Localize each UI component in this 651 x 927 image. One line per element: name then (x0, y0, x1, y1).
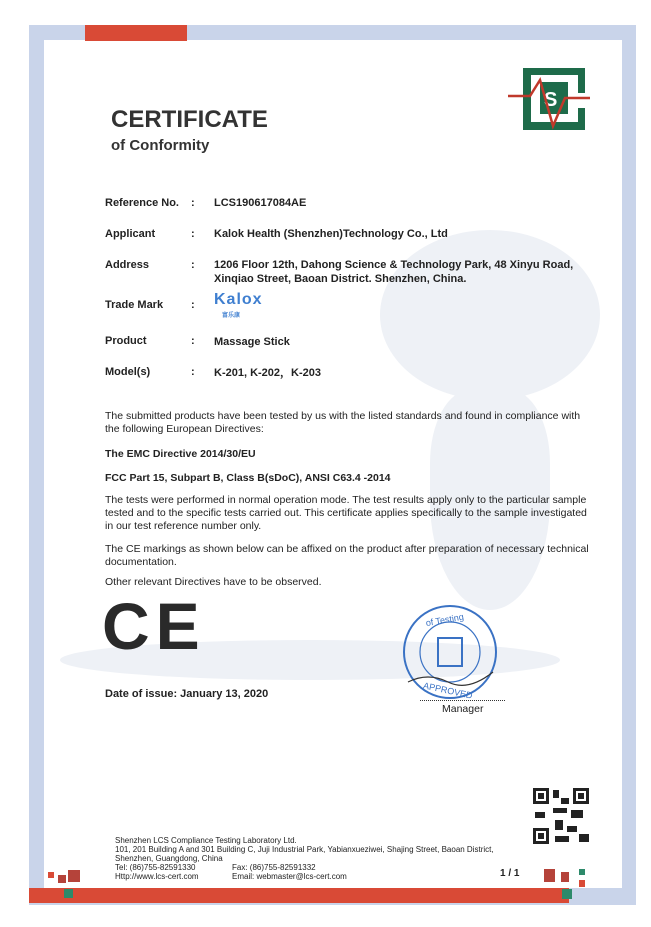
field-colon: : (191, 335, 195, 347)
field-value: 1206 Floor 12th, Dahong Science & Technology Park, 48 Xinyu Road, (214, 259, 574, 271)
certificate-subtitle: of Conformity (111, 137, 210, 154)
page-number: 1 / 1 (500, 868, 520, 879)
field-colon: : (191, 197, 195, 209)
decor-square (562, 889, 572, 899)
field-colon: : (191, 299, 195, 311)
field-value: Kalok Health (Shenzhen)Technology Co., Ltd (214, 228, 448, 240)
decor-square (579, 869, 585, 875)
decor-square (579, 880, 585, 887)
field-label: Product (105, 335, 147, 347)
qr-code-icon (533, 788, 589, 844)
decor-square (561, 872, 569, 882)
top-red-bar (85, 25, 187, 41)
field-value: K-201, K-202，K-203 (214, 367, 321, 379)
signature-line (420, 700, 505, 701)
footer-email[interactable]: Email: webmaster@lcs-cert.com (232, 872, 347, 881)
date-of-issue: Date of issue: January 13, 2020 (105, 688, 269, 700)
field-label: Reference No. (105, 197, 179, 209)
field-value-line2: Xinqiao Street, Baoan District. Shenzhen, China. (214, 273, 467, 285)
svg-text:APPROVED: APPROVED (422, 680, 474, 701)
field-colon: : (191, 366, 195, 378)
ce-mark: CE (102, 589, 206, 663)
decor-square (64, 889, 73, 898)
decor-square (58, 875, 66, 883)
ce-statement: The CE markings as shown below can be affixed on the product after preparation of necessary technical documentation. (105, 543, 589, 568)
directives-note: Other relevant Directives have to be observed. (105, 576, 322, 588)
footer-web[interactable]: Http://www.lcs-cert.com (115, 872, 199, 881)
footer-address: 101, 201 Building A and 301 Building C, Juji Industrial Park, Yabianxueziwei, Shajing Street, Baoan District, (115, 845, 494, 854)
footer-company: Shenzhen LCS Compliance Testing Laboratory Ltd. (115, 836, 297, 845)
world-map-watermark (380, 230, 600, 400)
approval-stamp-icon (398, 602, 508, 702)
directive-emc: The EMC Directive 2014/30/EU (105, 448, 256, 460)
svg-text:S: S (544, 89, 558, 111)
field-label: Model(s) (105, 366, 151, 378)
decor-square (544, 869, 555, 882)
kalox-logo-chinese: 富乐康 (222, 313, 241, 319)
certificate-title: CERTIFICATE (111, 106, 268, 133)
directive-fcc: FCC Part 15, Subpart B, Class B(sDoC), ANSI C63.4 -2014 (105, 472, 391, 484)
svg-text:of Testing: of Testing (424, 611, 465, 629)
footer-city: Shenzhen, Guangdong, China (115, 854, 223, 863)
field-label: Trade Mark (105, 299, 164, 311)
footer-fax: Fax: (86)755-82591332 (232, 863, 316, 872)
field-value: LCS190617084AE (214, 197, 307, 209)
signer-title: Manager (442, 703, 484, 715)
field-label: Applicant (105, 228, 156, 240)
field-colon: : (191, 259, 195, 271)
kalox-logo: Kalox (214, 291, 263, 308)
field-colon: : (191, 228, 195, 240)
test-statement: The tests were performed in normal operation mode. The test results apply only to the particular sample tested and to the specific tests carried out. This certificate applies specifically to the sample investigated in our test reference number only. (105, 494, 587, 532)
bottom-red-bar (29, 888, 569, 903)
field-value: Massage Stick (214, 336, 290, 348)
decor-square (68, 870, 80, 882)
decor-square (48, 872, 54, 878)
lcs-logo-icon (508, 68, 596, 134)
footer-tel: Tel: (86)755-82591330 (115, 863, 196, 872)
field-label: Address (105, 259, 150, 271)
intro-text: The submitted products have been tested by us with the listed standards and found in compliance with the following European Directives: (105, 410, 581, 435)
